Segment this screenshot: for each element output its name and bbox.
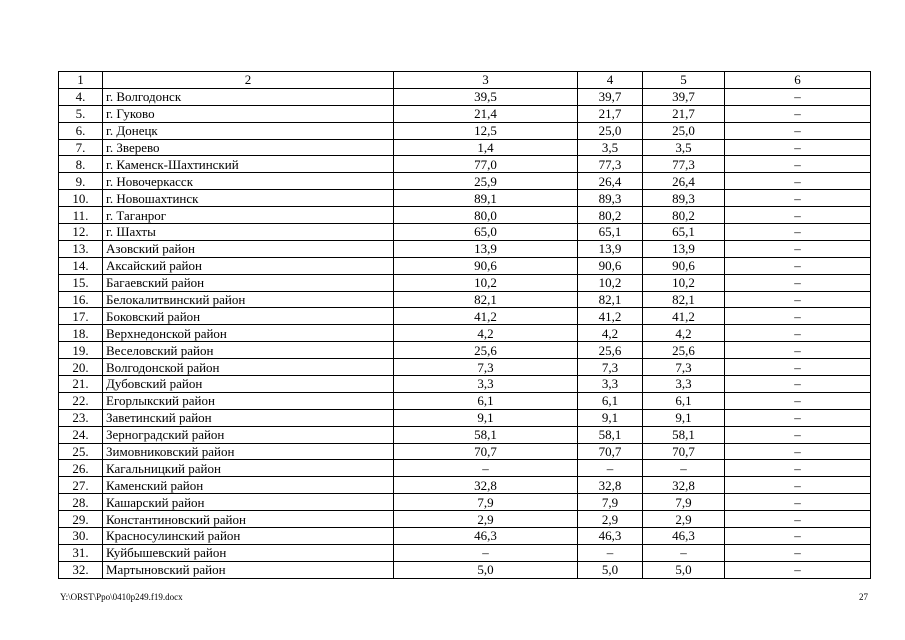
value-cell-5: – [643, 544, 725, 561]
value-cell-5: 25,0 [643, 122, 725, 139]
table-row [59, 342, 871, 359]
row-number-cell: 9. [59, 173, 103, 190]
value-cell-5: 58,1 [643, 426, 725, 443]
value-cell-5: 90,6 [643, 257, 725, 274]
value-cell-3: 25,6 [394, 342, 578, 359]
row-name-cell: Волгодонской район [103, 359, 394, 376]
value-cell-4: 13,9 [578, 240, 643, 257]
value-cell-5: 7,3 [643, 359, 725, 376]
value-cell-3: 39,5 [394, 88, 578, 105]
value-cell-6: – [725, 308, 871, 325]
value-cell-4: 89,3 [578, 190, 643, 207]
value-cell-3: 10,2 [394, 274, 578, 291]
column-header: 1 [59, 72, 103, 89]
value-cell-4: 7,9 [578, 494, 643, 511]
value-cell-3: 80,0 [394, 207, 578, 224]
column-header: 2 [103, 72, 394, 89]
value-cell-4: 2,9 [578, 511, 643, 528]
table-row [59, 156, 871, 173]
value-cell-5: 6,1 [643, 392, 725, 409]
value-cell-6: – [725, 173, 871, 190]
value-cell-3: 4,2 [394, 325, 578, 342]
table-row [59, 376, 871, 393]
value-cell-3: 70,7 [394, 443, 578, 460]
value-cell-6: – [725, 392, 871, 409]
value-cell-4: 5,0 [578, 561, 643, 578]
row-name-cell: Красносулинский район [103, 528, 394, 545]
row-number-cell: 11. [59, 207, 103, 224]
table-row [59, 240, 871, 257]
row-name-cell: г. Зверево [103, 139, 394, 156]
value-cell-4: 65,1 [578, 224, 643, 241]
value-cell-6: – [725, 443, 871, 460]
value-cell-5: 82,1 [643, 291, 725, 308]
value-cell-6: – [725, 105, 871, 122]
row-number-cell: 12. [59, 224, 103, 241]
row-name-cell: Кашарский район [103, 494, 394, 511]
value-cell-5: – [643, 460, 725, 477]
row-number-cell: 17. [59, 308, 103, 325]
value-cell-5: 70,7 [643, 443, 725, 460]
row-name-cell: г. Волгодонск [103, 88, 394, 105]
value-cell-6: – [725, 477, 871, 494]
value-cell-6: – [725, 274, 871, 291]
value-cell-3: 1,4 [394, 139, 578, 156]
row-name-cell: г. Донецк [103, 122, 394, 139]
value-cell-5: 77,3 [643, 156, 725, 173]
value-cell-6: – [725, 528, 871, 545]
row-name-cell: Егорлыкский район [103, 392, 394, 409]
value-cell-3: 89,1 [394, 190, 578, 207]
value-cell-4: – [578, 460, 643, 477]
value-cell-5: 3,3 [643, 376, 725, 393]
value-cell-3: 6,1 [394, 392, 578, 409]
row-number-cell: 28. [59, 494, 103, 511]
value-cell-6: – [725, 460, 871, 477]
table-row [59, 477, 871, 494]
row-name-cell: Кагальницкий район [103, 460, 394, 477]
value-cell-6: – [725, 224, 871, 241]
value-cell-6: – [725, 240, 871, 257]
value-cell-6: – [725, 139, 871, 156]
value-cell-5: 89,3 [643, 190, 725, 207]
table-row [59, 426, 871, 443]
data-table [58, 71, 871, 579]
footer-file-path: Y:\ORST\Ppo\0410p249.f19.docx [60, 592, 183, 602]
table-row [59, 544, 871, 561]
value-cell-5: 13,9 [643, 240, 725, 257]
value-cell-3: 77,0 [394, 156, 578, 173]
value-cell-3: 82,1 [394, 291, 578, 308]
value-cell-3: 7,9 [394, 494, 578, 511]
value-cell-6: – [725, 511, 871, 528]
row-name-cell: Зерноградский район [103, 426, 394, 443]
value-cell-4: 58,1 [578, 426, 643, 443]
value-cell-3: 58,1 [394, 426, 578, 443]
value-cell-4: 7,3 [578, 359, 643, 376]
value-cell-5: 9,1 [643, 409, 725, 426]
row-number-cell: 21. [59, 376, 103, 393]
value-cell-5: 21,7 [643, 105, 725, 122]
value-cell-6: – [725, 494, 871, 511]
table-row [59, 561, 871, 578]
value-cell-3: 90,6 [394, 257, 578, 274]
value-cell-3: 2,9 [394, 511, 578, 528]
value-cell-6: – [725, 122, 871, 139]
row-name-cell: Веселовский район [103, 342, 394, 359]
value-cell-5: 39,7 [643, 88, 725, 105]
value-cell-3: 21,4 [394, 105, 578, 122]
row-name-cell: Аксайский район [103, 257, 394, 274]
value-cell-3: 25,9 [394, 173, 578, 190]
value-cell-4: 10,2 [578, 274, 643, 291]
row-number-cell: 10. [59, 190, 103, 207]
table-row [59, 494, 871, 511]
row-name-cell: Багаевский район [103, 274, 394, 291]
row-number-cell: 15. [59, 274, 103, 291]
row-number-cell: 29. [59, 511, 103, 528]
column-header: 3 [394, 72, 578, 89]
row-name-cell: Каменский район [103, 477, 394, 494]
value-cell-6: – [725, 207, 871, 224]
row-number-cell: 30. [59, 528, 103, 545]
row-number-cell: 27. [59, 477, 103, 494]
row-number-cell: 16. [59, 291, 103, 308]
row-name-cell: Боковский район [103, 308, 394, 325]
table-row [59, 257, 871, 274]
value-cell-3: 65,0 [394, 224, 578, 241]
value-cell-4: 46,3 [578, 528, 643, 545]
value-cell-6: – [725, 544, 871, 561]
value-cell-5: 10,2 [643, 274, 725, 291]
row-name-cell: г. Каменск-Шахтинский [103, 156, 394, 173]
row-number-cell: 13. [59, 240, 103, 257]
table-row [59, 325, 871, 342]
value-cell-4: 21,7 [578, 105, 643, 122]
row-name-cell: Куйбышевский район [103, 544, 394, 561]
value-cell-5: 2,9 [643, 511, 725, 528]
row-number-cell: 7. [59, 139, 103, 156]
value-cell-5: 80,2 [643, 207, 725, 224]
row-number-cell: 32. [59, 561, 103, 578]
value-cell-6: – [725, 257, 871, 274]
table-row [59, 511, 871, 528]
row-number-cell: 4. [59, 88, 103, 105]
row-name-cell: Заветинский район [103, 409, 394, 426]
value-cell-6: – [725, 291, 871, 308]
footer-page-number: 27 [859, 592, 868, 602]
value-cell-4: 25,0 [578, 122, 643, 139]
value-cell-6: – [725, 325, 871, 342]
row-name-cell: г. Новошахтинск [103, 190, 394, 207]
row-number-cell: 23. [59, 409, 103, 426]
table-row [59, 274, 871, 291]
row-number-cell: 26. [59, 460, 103, 477]
value-cell-4: 26,4 [578, 173, 643, 190]
row-number-cell: 20. [59, 359, 103, 376]
table-row [59, 105, 871, 122]
value-cell-4: 82,1 [578, 291, 643, 308]
value-cell-3: 12,5 [394, 122, 578, 139]
value-cell-3: – [394, 544, 578, 561]
table-row [59, 122, 871, 139]
row-name-cell: Верхнедонской район [103, 325, 394, 342]
value-cell-6: – [725, 190, 871, 207]
table-row [59, 443, 871, 460]
value-cell-4: 90,6 [578, 257, 643, 274]
table-header-row [59, 72, 871, 89]
row-number-cell: 19. [59, 342, 103, 359]
table-row [59, 88, 871, 105]
value-cell-6: – [725, 342, 871, 359]
table-body [59, 72, 871, 579]
value-cell-6: – [725, 426, 871, 443]
value-cell-5: 46,3 [643, 528, 725, 545]
row-number-cell: 6. [59, 122, 103, 139]
value-cell-5: 32,8 [643, 477, 725, 494]
row-name-cell: Мартыновский район [103, 561, 394, 578]
value-cell-4: 77,3 [578, 156, 643, 173]
row-number-cell: 18. [59, 325, 103, 342]
value-cell-3: 3,3 [394, 376, 578, 393]
row-number-cell: 25. [59, 443, 103, 460]
value-cell-5: 4,2 [643, 325, 725, 342]
value-cell-4: 6,1 [578, 392, 643, 409]
value-cell-6: – [725, 561, 871, 578]
row-name-cell: Азовский район [103, 240, 394, 257]
value-cell-3: 32,8 [394, 477, 578, 494]
row-number-cell: 22. [59, 392, 103, 409]
value-cell-4: – [578, 544, 643, 561]
row-number-cell: 14. [59, 257, 103, 274]
value-cell-3: – [394, 460, 578, 477]
value-cell-4: 9,1 [578, 409, 643, 426]
value-cell-3: 9,1 [394, 409, 578, 426]
table-row [59, 224, 871, 241]
table-row [59, 139, 871, 156]
column-header: 5 [643, 72, 725, 89]
value-cell-5: 65,1 [643, 224, 725, 241]
value-cell-5: 5,0 [643, 561, 725, 578]
value-cell-3: 46,3 [394, 528, 578, 545]
column-header: 4 [578, 72, 643, 89]
value-cell-5: 41,2 [643, 308, 725, 325]
value-cell-4: 80,2 [578, 207, 643, 224]
value-cell-3: 41,2 [394, 308, 578, 325]
value-cell-5: 3,5 [643, 139, 725, 156]
value-cell-6: – [725, 156, 871, 173]
row-number-cell: 31. [59, 544, 103, 561]
row-name-cell: Дубовский район [103, 376, 394, 393]
value-cell-4: 4,2 [578, 325, 643, 342]
value-cell-3: 13,9 [394, 240, 578, 257]
table-row [59, 392, 871, 409]
value-cell-4: 41,2 [578, 308, 643, 325]
value-cell-4: 3,3 [578, 376, 643, 393]
table-row [59, 291, 871, 308]
value-cell-5: 7,9 [643, 494, 725, 511]
table-row [59, 460, 871, 477]
value-cell-4: 39,7 [578, 88, 643, 105]
value-cell-5: 26,4 [643, 173, 725, 190]
value-cell-4: 70,7 [578, 443, 643, 460]
column-header: 6 [725, 72, 871, 89]
row-number-cell: 8. [59, 156, 103, 173]
value-cell-5: 25,6 [643, 342, 725, 359]
table-row [59, 409, 871, 426]
row-name-cell: Константиновский район [103, 511, 394, 528]
row-number-cell: 5. [59, 105, 103, 122]
value-cell-3: 5,0 [394, 561, 578, 578]
value-cell-6: – [725, 376, 871, 393]
value-cell-4: 3,5 [578, 139, 643, 156]
table-row [59, 528, 871, 545]
row-name-cell: Зимовниковский район [103, 443, 394, 460]
value-cell-4: 32,8 [578, 477, 643, 494]
value-cell-6: – [725, 409, 871, 426]
table-row [59, 207, 871, 224]
row-name-cell: г. Шахты [103, 224, 394, 241]
value-cell-6: – [725, 88, 871, 105]
row-name-cell: г. Новочеркасск [103, 173, 394, 190]
row-name-cell: г. Таганрог [103, 207, 394, 224]
row-number-cell: 24. [59, 426, 103, 443]
table-row [59, 308, 871, 325]
value-cell-6: – [725, 359, 871, 376]
value-cell-4: 25,6 [578, 342, 643, 359]
row-name-cell: Белокалитвинский район [103, 291, 394, 308]
row-name-cell: г. Гуково [103, 105, 394, 122]
table-row [59, 359, 871, 376]
table-row [59, 190, 871, 207]
value-cell-3: 7,3 [394, 359, 578, 376]
table-row [59, 173, 871, 190]
